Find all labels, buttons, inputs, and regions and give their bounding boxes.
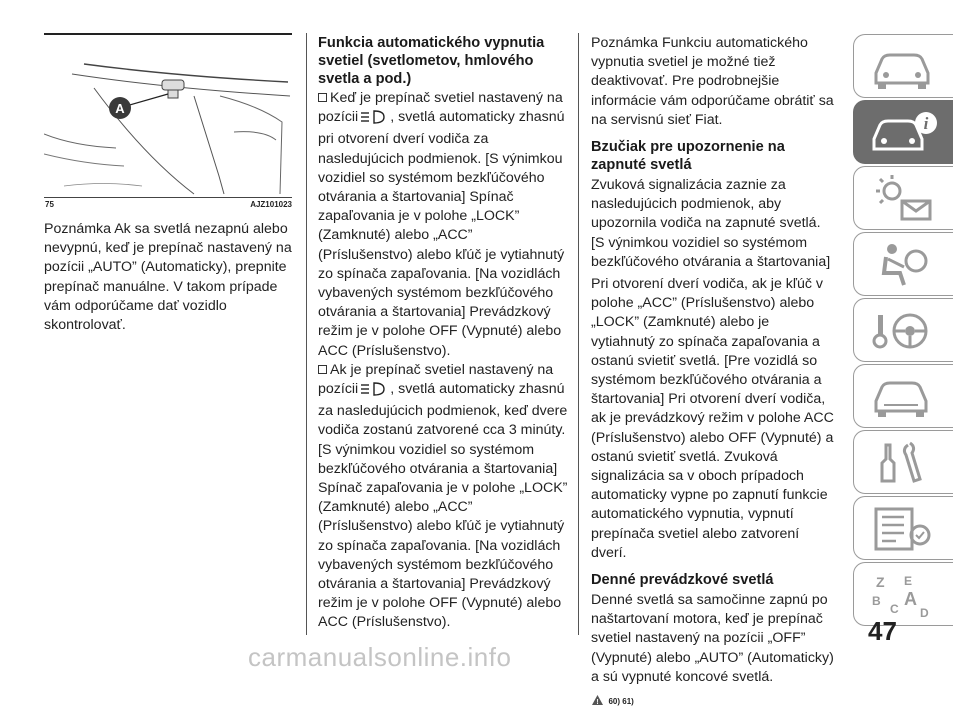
page-number: 47 [868,616,897,646]
tab-car-warning[interactable] [853,364,953,428]
auto-light-switch-icon [360,382,388,402]
checkbox-bullet-icon [318,93,327,102]
svg-text:E: E [904,574,913,588]
lights-warning-icon [868,173,938,225]
col3-note: Poznámka Funkciu automatického vypnutia svetiel je možné tiež deaktivovať. Pre podrobnejšie informácie vám odporúčame obrátiť sa na servisnú sieť Fiat. [591,35,834,128]
caption-rule [44,197,292,198]
figure-label-a: A [115,101,125,116]
col2-paragraph-1: Keď je prepínač svetiel nastavený na pozícii , svetlá automaticky zhasnú pri otvorení dverí vodiča za nasledujúcich podmienok. [S výnimkou vozidiel so systémom bezkľúčového otvárania a štartovania] Spínač zapaľovania je v polohe „LOCK” (Zamknuté) alebo „ACC” (Príslušenstvo) alebo kľúč je vytiahnutý zo spínača zapaľovania. [Na vozidlách vybavených systémom bezkľúčového otvárania a štartovania] Prevádzkový režim je v polohe OFF (Vypnuté) alebo ACC (Príslušenstvo). [318,90,565,359]
svg-text:B: B [872,594,881,608]
warning-reference: ! 60) 61) [591,691,835,707]
top-rule [44,33,292,35]
tab-tools[interactable] [853,430,953,494]
tab-car[interactable] [853,34,953,98]
figure-code: AJZ101023 [250,200,292,209]
column-divider-1 [306,33,307,635]
tab-list[interactable] [853,496,953,560]
tab-steering[interactable] [853,298,953,362]
tools-icon [868,437,938,489]
col3-content [591,34,835,707]
svg-text:Z: Z [876,574,885,590]
list-icon [868,503,938,555]
windshield-figure [44,36,292,196]
col3-paragraph-2: Pri otvorení dverí vodiča, ak je kľúč v polohe „ACC” (Príslušenstvo) alebo „LOCK” (Zamknuté) alebo je vytiahnutý zo spínača zapaľovania a ostanú svietiť svetlá. [Pre vozidlá so systémom bezkľúčového otvárania a štartovania] Pri otvorení dverí vodiča, ak je prevádzkový režim v polohe ACC (Príslušenstvo) alebo OFF (Vypnuté) a ostanú svietiť svetlá. Zvuková signalizácia sa v oboch prípadoch automaticky vypne po zapnutí funkcie automatického vypnutia, vypnutí prepínača svetiel alebo zatvorení dverí. [591,276,834,561]
tab-car-info[interactable] [853,100,953,164]
svg-text:D: D [920,606,929,620]
col2-paragraph-2: Ak je prepínač svetiel nastavený na pozícii , svetlá automaticky zhasnú za nasledujúcich podmienok, keď dvere vodiča zostanú zatvorené cca 3 minúty. [S výnimkou vozidiel so systémom bezkľúčového otvárania a štartovania] Spínač zapaľovania je v polohe „LOCK” (Zamknuté) alebo „ACC” (Príslušenstvo) alebo kľúč je vytiahnutý zo spínača zapaľovania. [Na vozidlách vybavených systémom bezkľúčového otvárania a štartovania] Prevádzkový režim je v polohe OFF (Vypnuté) alebo ACC (Príslušenstvo). [318,361,568,631]
col2-heading: Funkcia automatického vypnutia svetiel (svetlometov, hmlového svetla a pod.) [318,35,545,87]
car-warning-icon [868,371,938,423]
warning-triangle-icon [591,694,604,706]
steering-wheel-icon [868,305,938,357]
svg-text:C: C [890,602,899,616]
col3-heading-buzzer: Bzučiak pre upozornenie na zapnuté svetlá [591,139,785,174]
svg-text:A: A [904,589,917,609]
car-info-icon [868,107,938,159]
svg-text:i: i [923,114,929,133]
car-icon [868,41,938,93]
svg-text:!: ! [596,699,599,707]
figure-number: 75 [45,200,54,209]
col3-paragraph-1: Zvuková signalizácia zaznie za nasledujúcich podmienok, aby upozornila vodiča na zapnuté svetlá. [S výnimkou vozidiel so systémom bezkľúčového otvárania a štartovania] [591,177,831,270]
col3-heading-drl: Denné prevádzkové svetlá [591,572,774,589]
auto-light-switch-icon [360,110,388,130]
col2-content [318,34,570,633]
checkbox-bullet-icon [318,365,327,374]
seat-airbag-icon [868,239,938,291]
index-icon [868,569,938,621]
tab-lights-warning[interactable] [853,166,953,230]
column-divider-2 [578,33,579,635]
watermark: carmanualsonline.info [248,642,512,672]
col1-note: Poznámka Ak sa svetlá nezapnú alebo nevypnú, keď je prepínač nastavený na pozícii „AUTO” (Automaticky), prepnite prepínač manuálne. V takom prípade vám odporúčame dať vozidlo skontrolovať. [44,221,292,334]
col3-paragraph-3: Denné svetlá sa samočinne zapnú po naštartovaní motora, keď je prepínač svetiel nastavený na pozícii „OFF” (Vypnuté) alebo „AUTO” (Automaticky) a sú vypnuté koncové svetlá. [591,592,834,685]
tab-seat-airbag[interactable] [853,232,953,296]
